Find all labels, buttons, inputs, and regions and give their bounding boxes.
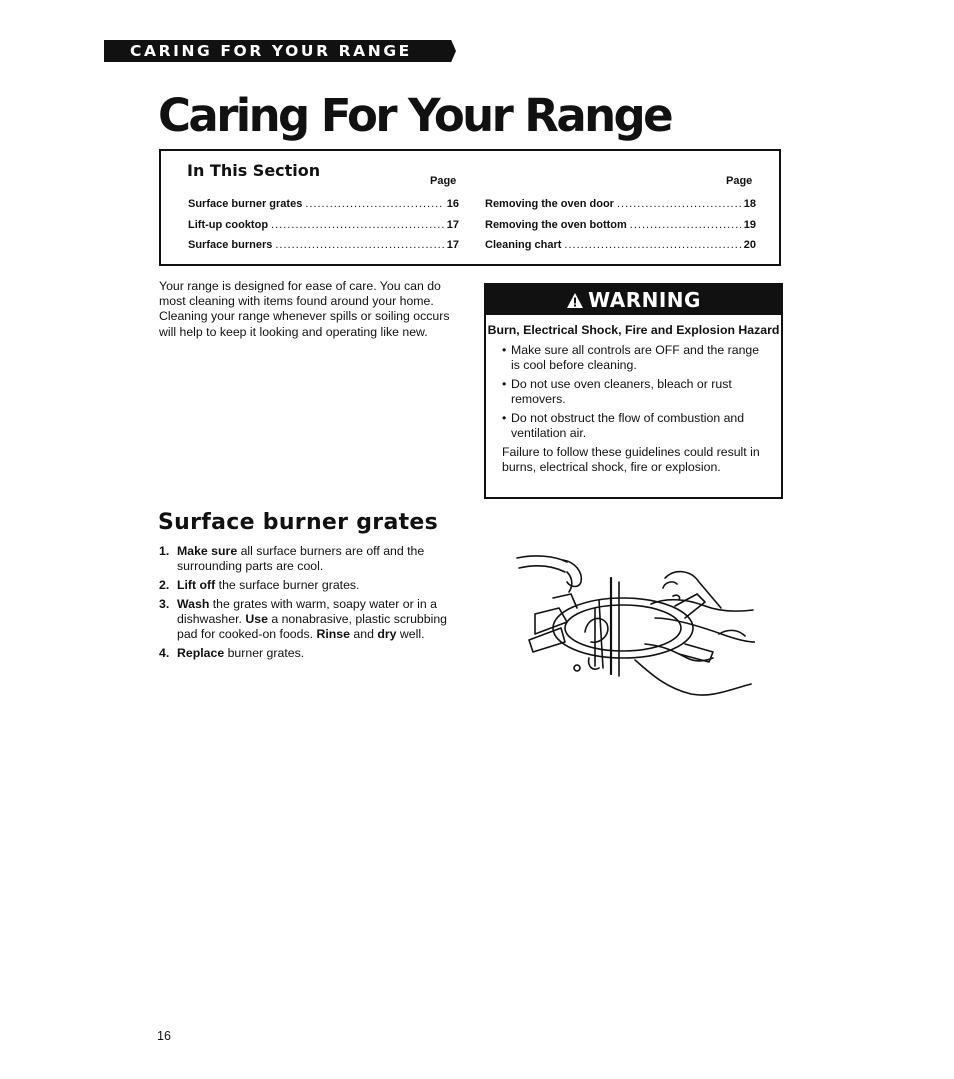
page-title: Caring For Your Range <box>158 89 672 142</box>
step-text: all surface burners are off and the surrounding parts are cool. <box>177 544 425 573</box>
toc-heading: In This Section <box>187 161 321 180</box>
toc-page-header-right: Page <box>726 175 753 187</box>
bullet-icon: • <box>502 342 507 357</box>
grates-steps-list <box>159 544 469 665</box>
toc-entry-label: Cleaning chart <box>485 239 562 251</box>
toc-entry[interactable] <box>485 219 756 240</box>
toc-leader-dots <box>275 239 443 251</box>
bullet-icon: • <box>502 376 507 391</box>
toc-leader-dots <box>271 219 444 231</box>
toc-entry-label: Removing the oven door <box>485 198 614 210</box>
warning-item <box>502 343 771 374</box>
toc-entry-label: Lift-up cooktop <box>188 218 269 231</box>
step-text: a nonabrasive, plastic scrubbing pad for cooked-on foods. <box>177 612 448 641</box>
warning-footer: Failure to follow these guidelines could result in burns, electrical shock, fire or explosion. <box>502 444 760 474</box>
step-item <box>159 544 469 574</box>
section-tab <box>104 40 450 62</box>
bullet-icon: • <box>502 410 507 425</box>
section-tab-notch <box>448 40 456 62</box>
toc-entry-label: Surface burner grates <box>188 198 303 210</box>
toc-leader-dots <box>630 219 741 231</box>
warning-banner <box>486 285 781 315</box>
toc-list-left <box>188 198 459 260</box>
step-text: burner grates. <box>224 646 305 660</box>
section-tab-label: CARING FOR YOUR RANGE <box>130 42 412 60</box>
page-number: 16 <box>157 1029 171 1043</box>
warning-item-text: Make sure all controls are OFF and the range is cool before cleaning. <box>511 342 760 372</box>
step-text: the grates with warm, soapy water or in a dishwasher. <box>177 597 437 626</box>
toc-page-header-left: Page <box>430 175 457 187</box>
warning-heading: Burn, Electrical Shock, Fire and Explosion Hazard <box>487 323 780 337</box>
step-text: well. <box>396 627 425 641</box>
step-lead: Wash <box>177 597 210 611</box>
toc-entry-page: 18 <box>743 198 756 210</box>
toc-entry[interactable] <box>188 198 459 219</box>
toc-entry-page: 17 <box>446 218 459 231</box>
step-lead: Rinse <box>316 627 350 641</box>
warning-list <box>486 343 781 442</box>
toc-entry-page: 17 <box>446 239 459 251</box>
warning-item <box>502 377 771 408</box>
step-lead: Lift off <box>177 578 216 592</box>
step-number: 2. <box>159 578 170 592</box>
step-lead: Replace <box>177 646 225 660</box>
step-number: 3. <box>159 597 170 611</box>
toc-entry-page: 20 <box>743 239 756 251</box>
toc-entry[interactable] <box>485 239 756 260</box>
grate-lifting-illustration <box>515 548 755 708</box>
step-item <box>159 646 469 661</box>
warning-item-text: Do not obstruct the flow of combustion and ventilation air. <box>511 410 745 440</box>
step-number: 4. <box>159 646 170 660</box>
warning-triangle-icon <box>566 292 584 309</box>
warning-item <box>502 411 771 442</box>
toc-box <box>159 149 781 266</box>
toc-list-right <box>485 198 756 260</box>
step-text: the surface burner grates. <box>215 578 360 592</box>
toc-leader-dots <box>305 198 443 210</box>
warning-label: WARNING <box>588 288 701 312</box>
step-item <box>159 578 469 593</box>
toc-entry[interactable] <box>485 198 756 219</box>
step-lead: dry <box>377 627 397 641</box>
toc-entry-label: Removing the oven bottom <box>485 218 627 231</box>
toc-entry[interactable] <box>188 219 459 240</box>
toc-entry-page: 19 <box>743 218 756 231</box>
step-lead: Make sure <box>177 544 238 558</box>
warning-box <box>484 283 783 499</box>
step-item <box>159 597 469 642</box>
warning-item-text: Do not use oven cleaners, bleach or rust removers. <box>511 376 732 406</box>
step-lead: Use <box>245 612 268 626</box>
toc-entry-label: Surface burners <box>188 239 273 251</box>
toc-entry-page: 16 <box>446 198 459 210</box>
step-number: 1. <box>159 544 170 558</box>
toc-leader-dots <box>564 239 740 251</box>
toc-leader-dots <box>617 198 741 210</box>
intro-paragraph: Your range is designed for ease of care. You can do most cleaning with items found around your home. Cleaning your range whenever spills or soiling occurs will help to keep it looking and operating like new. <box>159 279 450 339</box>
toc-entry[interactable] <box>188 239 459 260</box>
section-heading-surface-burner-grates: Surface burner grates <box>158 510 439 535</box>
step-text: and <box>349 627 378 641</box>
